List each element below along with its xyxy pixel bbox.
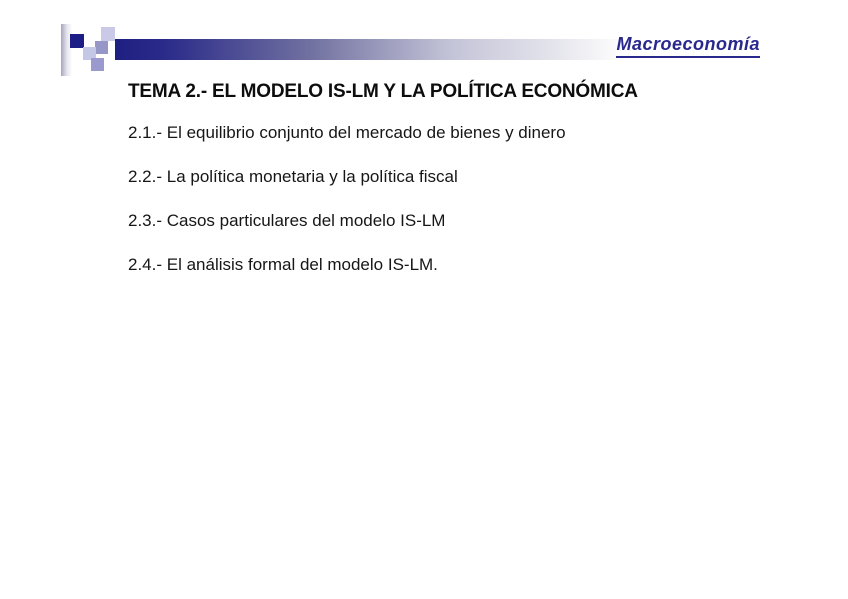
course-title-link[interactable]: Macroeconomía <box>616 34 760 58</box>
topic-item: 2.2.- La política monetaria y la política fiscal <box>128 167 458 186</box>
mosaic-square-mid-bottom <box>91 58 104 71</box>
topic-item: 2.4.- El análisis formal del modelo IS-LM. <box>128 255 438 274</box>
mosaic-square-navy <box>70 34 84 48</box>
topic-list <box>128 123 566 299</box>
slide-title: TEMA 2.- EL MODELO IS-LM Y LA POLÍTICA ECONÓMICA <box>128 81 638 102</box>
mosaic-square-mid-left <box>95 41 108 54</box>
mosaic-square-light-top <box>101 27 115 41</box>
topic-item: 2.3.- Casos particulares del modelo IS-LM <box>128 211 446 230</box>
vertical-gradient-strip <box>61 24 72 76</box>
topic-item: 2.1.- El equilibrio conjunto del mercado de bienes y dinero <box>128 123 566 142</box>
header-gradient-bar <box>115 39 625 60</box>
